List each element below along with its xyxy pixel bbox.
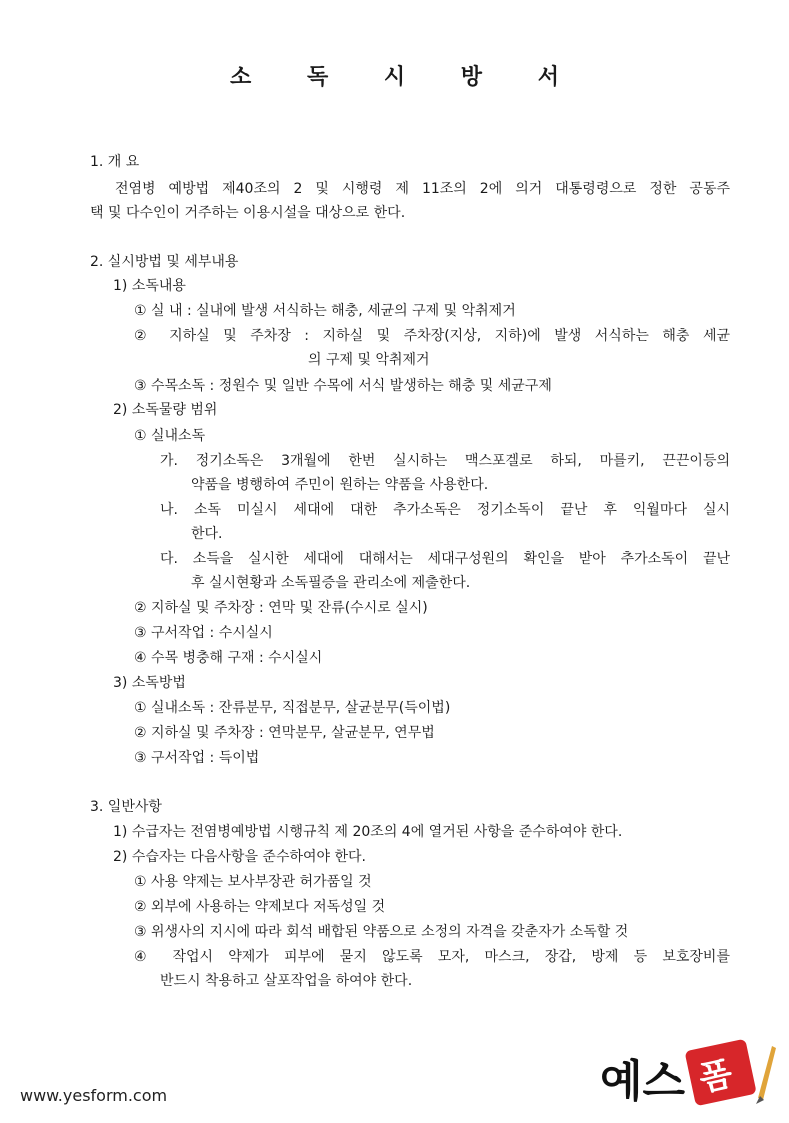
footer-url[interactable]: www.yesform.com xyxy=(20,1086,168,1105)
yesform-logo xyxy=(598,1034,778,1114)
method-indoor: ① 실내소독 : 잔류분무, 직접분무, 살균분무(득이법) xyxy=(134,700,451,716)
range-na-line-2: 한다. xyxy=(191,526,223,542)
range-da-line-1: 다. 소득을 실시한 세대에 대해서는 세대구성원의 확인을 받아 추가소독이 끝난 xyxy=(160,551,730,567)
subsection-2-3-heading: 3) 소독방법 xyxy=(113,675,186,691)
section-2-heading: 2. 실시방법 및 세부내용 xyxy=(90,254,239,270)
method-basement: ② 지하실 및 주차장 : 연막분무, 살균분무, 연무법 xyxy=(134,725,435,741)
subsection-2-1-heading: 1) 소독내용 xyxy=(113,278,186,294)
logo-graphic xyxy=(598,1034,778,1114)
rule-2: ② 외부에 사용하는 약제보다 저독성일 것 xyxy=(134,899,386,915)
rule-1: ① 사용 약제는 보사부장관 허가품일 것 xyxy=(134,874,372,890)
method-rodent: ③ 구서작업 : 득이법 xyxy=(134,750,260,766)
section-1-heading: 1. 개 요 xyxy=(90,154,140,170)
section-1-paragraph-line-1: 전염병 예방법 제40조의 2 및 시행령 제 11조의 2에 의거 대통령령으로 정한 공동주 xyxy=(115,181,730,197)
rule-4-line-1: ④ 작업시 약제가 피부에 묻지 않도록 모자, 마스크, 장갑, 방제 등 보호장비를 xyxy=(134,949,730,965)
rule-4-line-2: 반드시 착용하고 살포작업을 하여야 한다. xyxy=(160,973,413,989)
item-indoor: ① 실 내 : 실내에 발생 서식하는 해충, 세균의 구제 및 악취제거 xyxy=(134,303,516,319)
item-basement-line-1: ② 지하실 및 주차장 : 지하실 및 주차장(지상, 지하)에 발생 서식하는 해충 세균 xyxy=(134,328,730,344)
range-rodent: ③ 구서작업 : 수시실시 xyxy=(134,625,273,641)
page-title: 소 독 시 방 서 xyxy=(230,65,583,90)
general-item-1: 1) 수급자는 전염병예방법 시행규칙 제 20조의 4에 열거된 사항을 준수하여야 한다. xyxy=(113,824,623,840)
range-indoor: ① 실내소독 xyxy=(134,428,206,444)
subsection-2-2-heading: 2) 소독물량 범위 xyxy=(113,402,218,418)
range-ga-line-2: 약품을 병행하여 주민이 원하는 약품을 사용한다. xyxy=(191,477,489,493)
item-tree: ③ 수목소독 : 정원수 및 일반 수목에 서식 발생하는 해충 및 세균구제 xyxy=(134,378,552,394)
svg-text:예스: 예스 xyxy=(600,1056,686,1107)
general-item-2: 2) 수습자는 다음사항을 준수하여야 한다. xyxy=(113,849,367,865)
rule-3: ③ 위생사의 지시에 따라 회석 배합된 약품으로 소정의 자격을 갖춘자가 소독할 것 xyxy=(134,924,629,940)
svg-text:폼: 폼 xyxy=(695,1053,737,1100)
range-basement: ② 지하실 및 주차장 : 연막 및 잔류(수시로 실시) xyxy=(134,600,428,616)
range-na-line-1: 나. 소독 미실시 세대에 대한 추가소독은 정기소독이 끝난 후 익월마다 실시 xyxy=(160,502,730,518)
range-da-line-2: 후 실시현황과 소독필증을 관리소에 제출한다. xyxy=(191,575,471,591)
section-3-heading: 3. 일반사항 xyxy=(90,799,162,815)
item-basement-line-2: 의 구제 및 악취제거 xyxy=(308,352,430,368)
range-tree: ④ 수목 병충해 구재 : 수시실시 xyxy=(134,650,323,666)
section-1-paragraph-line-2: 택 및 다수인이 거주하는 이용시설을 대상으로 한다. xyxy=(90,205,406,221)
range-ga-line-1: 가. 정기소독은 3개월에 한번 실시하는 맥스포겔로 하되, 마를키, 끈끈이등의 xyxy=(160,453,730,469)
